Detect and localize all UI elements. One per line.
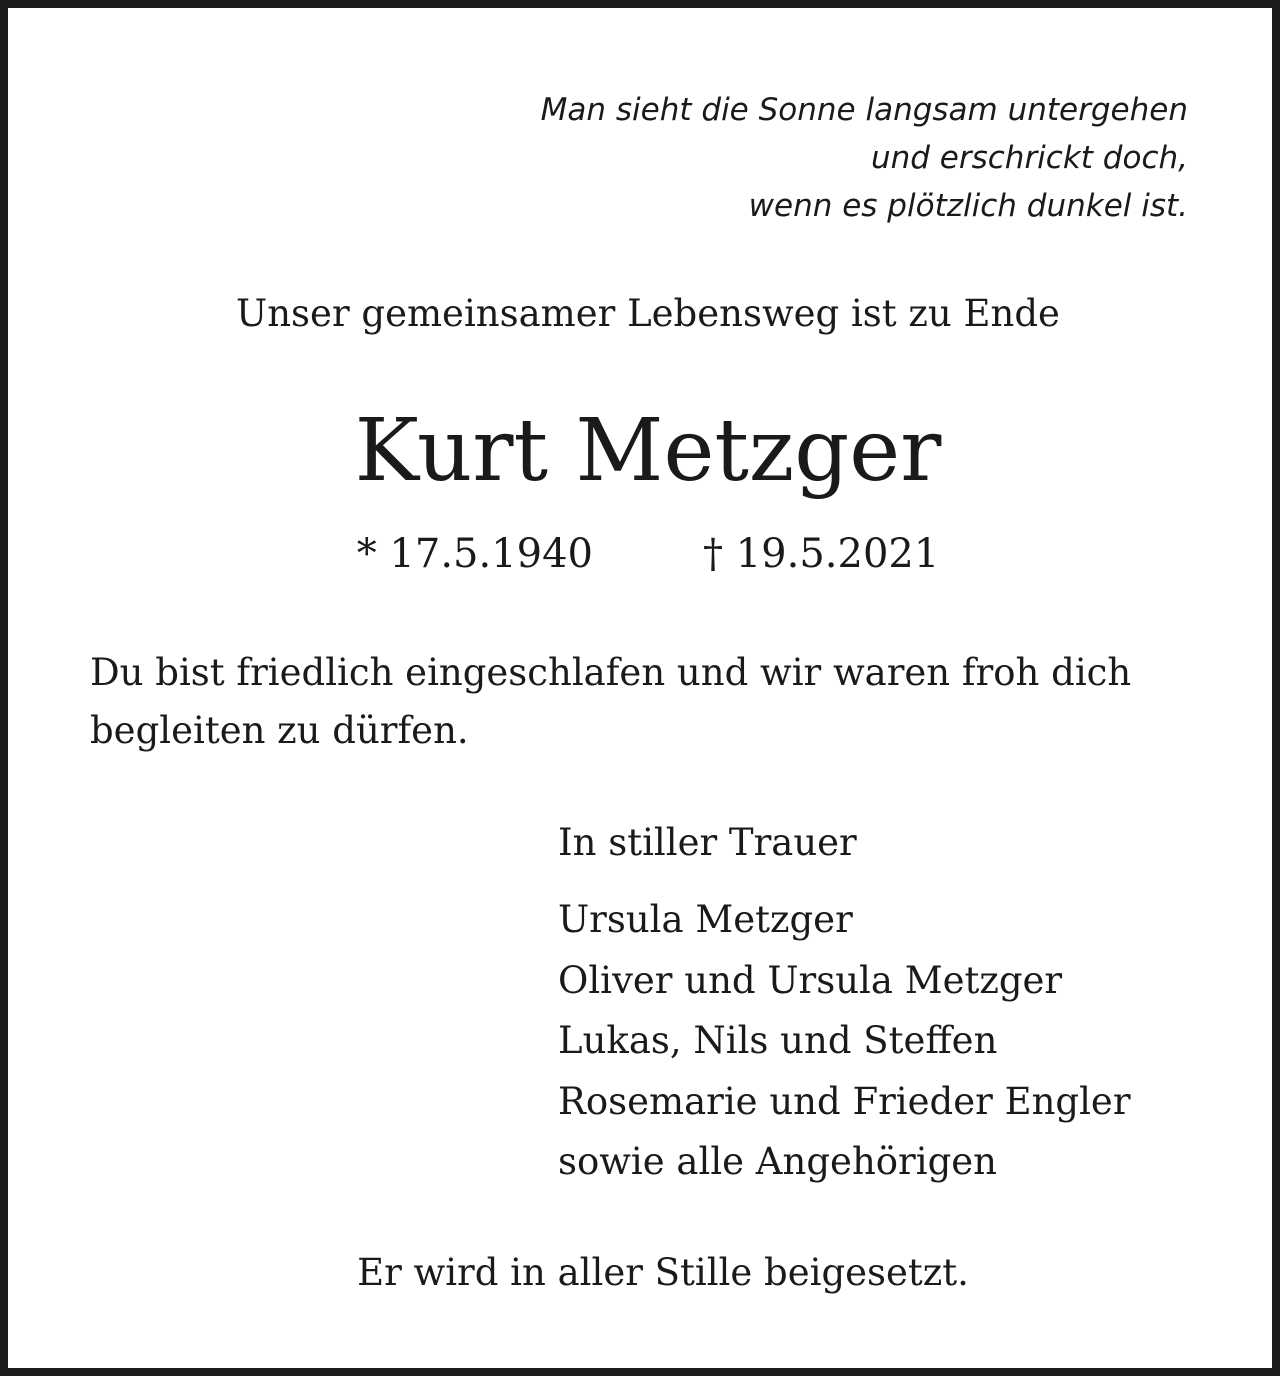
- death-date: † 19.5.2021: [703, 531, 940, 577]
- life-dates: [8, 528, 1280, 580]
- intro-line: Unser gemeinsamer Lebensweg ist zu Ende: [236, 292, 1060, 335]
- motto-line: Man sieht die Sonne langsam untergehen: [540, 92, 1188, 128]
- deceased-name: Kurt Metzger: [354, 401, 942, 501]
- mourner-entry: sowie alle Angehörigen: [558, 1140, 997, 1183]
- mourner-entry: Oliver und Ursula Metzger: [558, 958, 1063, 1002]
- farewell-message: Du bist friedlich eingeschlafen und wir waren froh dich begleiten zu dürfen.: [90, 651, 1132, 752]
- motto-line: wenn es plötzlich dunkel ist.: [748, 188, 1188, 224]
- motto-line: und erschrickt doch,: [870, 140, 1188, 176]
- motto-quote: [541, 86, 1188, 230]
- mourner-entry: Rosemarie und Frieder Engler: [558, 1079, 1131, 1123]
- mourner-entry: Ursula Metzger: [558, 898, 853, 941]
- burial-note: Er wird in aller Stille beigesetzt.: [357, 1251, 969, 1294]
- mourning-label: In stiller Trauer: [558, 821, 857, 864]
- mourners-list: [558, 890, 1131, 1193]
- mourner-entry: Lukas, Nils und Steffen: [558, 1019, 998, 1062]
- birth-date: * 17.5.1940: [356, 531, 593, 577]
